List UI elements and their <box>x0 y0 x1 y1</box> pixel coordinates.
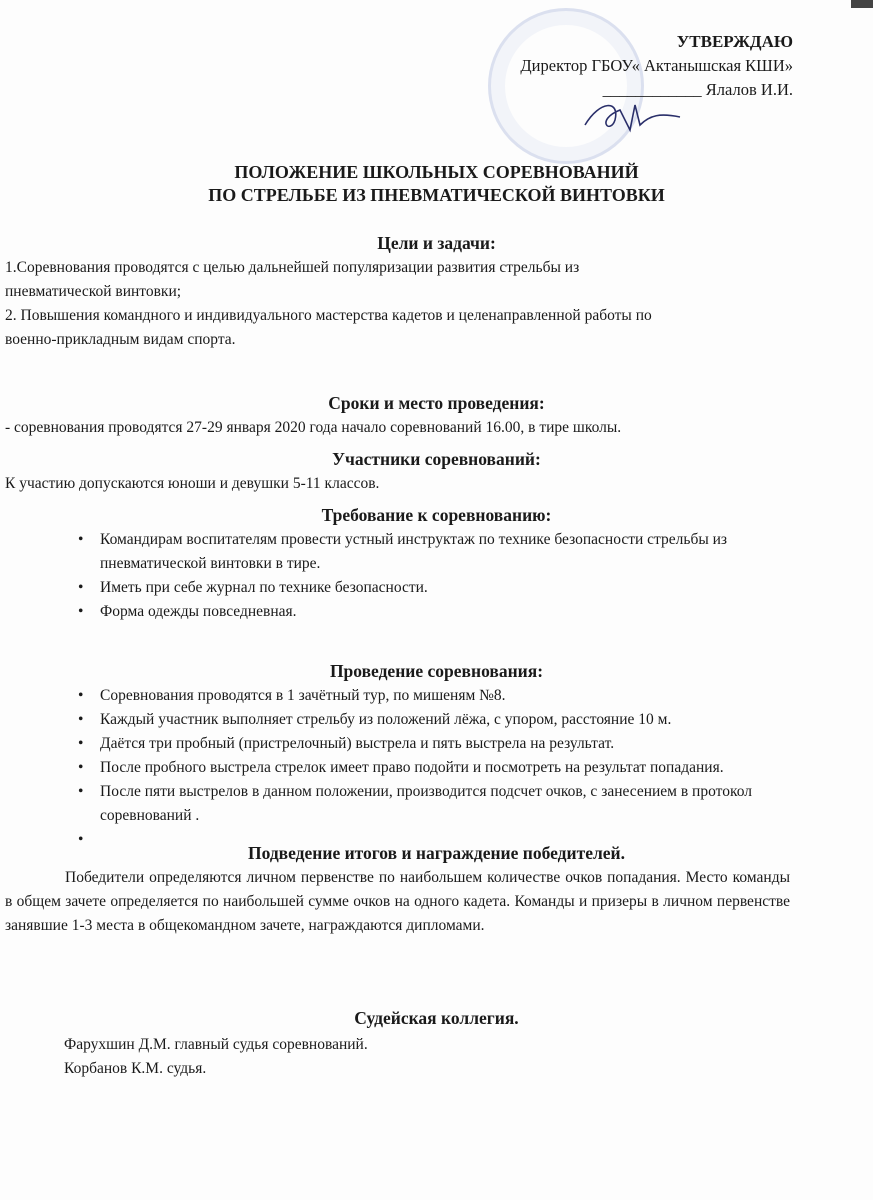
goals-line: 1.Соревнования проводятся с целью дальнейшей популяризации развития стрельбы из <box>5 259 580 276</box>
list-item: • Форма одежды повседневная. <box>78 600 820 624</box>
list-item: • Командирам воспитателям провести устный инструктаж по технике безопасности стрельбы из пневматической винтовки в тире. <box>78 528 820 576</box>
participants-text: К участию допускаются юноши и девушки 5-11 классов. <box>5 475 380 492</box>
judges-heading: Судейская коллегия. <box>354 1008 519 1028</box>
results-heading: Подведение итогов и награждение победителей. <box>247 843 626 863</box>
participants-heading: Участники соревнований: <box>332 449 541 469</box>
judges-list <box>64 1033 368 1081</box>
approval-title: УТВЕРЖДАЮ <box>676 32 793 51</box>
list-item: • Даётся три пробный (пристрелочный) выстрела и пять выстрела на результат. <box>78 732 820 756</box>
list-item: • После пробного выстрела стрелок имеет право подойти и посмотреть на результат попадания. <box>78 756 820 780</box>
approval-position: Директор ГБОУ« Актанышская КШИ» <box>520 56 793 75</box>
results-text: Победители определяются личном первенстве по наибольшем количестве очков попадания. Место команды в общем зачете определяется по наибольшей сумме очков на одного кадета. Команды и призеры в личном первенстве занявшие 1-3 места в общекомандном зачете, награждаются дипломами. <box>5 869 790 934</box>
list-item: • После пяти выстрелов в данном положении, производится подсчет очков, с занесением в протокол соревнований . <box>78 780 820 828</box>
dates-heading: Сроки и место проведения: <box>328 393 545 413</box>
document-title-line1: ПОЛОЖЕНИЕ ШКОЛЬНЫХ СОРЕВНОВАНИЙ <box>234 162 639 182</box>
list-item: • Соревнования проводятся в 1 зачётный тур, по мишеням №8. <box>78 684 820 708</box>
goals-line: военно-прикладным видам спорта. <box>5 331 236 348</box>
judge-line: Корбанов К.М. судья. <box>64 1060 207 1077</box>
conduct-list <box>78 684 820 852</box>
goals-heading: Цели и задачи: <box>377 233 496 253</box>
approval-signatory: ____________ Ялалов И.И. <box>602 80 793 99</box>
goals-line: пневматической винтовки; <box>5 283 182 300</box>
list-item: • Каждый участник выполняет стрельбу из положений лёжа, с упором, расстояние 10 м. <box>78 708 820 732</box>
dates-text: - соревнования проводятся 27-29 января 2020 года начало соревнований 16.00, в тире школы. <box>5 419 622 436</box>
requirements-heading: Требование к соревнованию: <box>321 505 552 525</box>
goals-line: 2. Повышения командного и индивидуального мастерства кадетов и целенаправленной работы по <box>5 307 652 324</box>
scan-corner-mark <box>851 0 873 8</box>
conduct-heading: Проведение соревнования: <box>329 661 544 681</box>
signature <box>580 95 690 135</box>
goals-text <box>5 256 652 352</box>
requirements-list <box>78 528 820 624</box>
list-item: • Иметь при себе журнал по технике безопасности. <box>78 576 820 600</box>
document-title-line2: ПО СТРЕЛЬБЕ ИЗ ПНЕВМАТИЧЕСКОЙ ВИНТОВКИ <box>208 185 665 205</box>
judge-line: Фарухшин Д.М. главный судья соревнований. <box>64 1036 368 1053</box>
